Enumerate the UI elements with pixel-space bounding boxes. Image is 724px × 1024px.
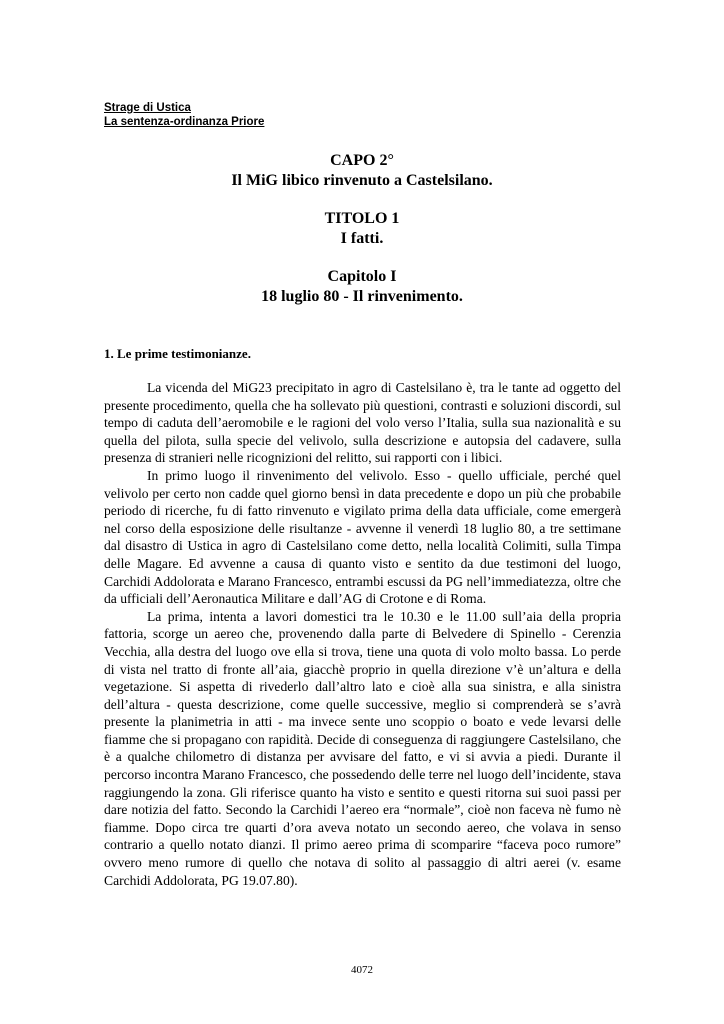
capitolo-label: Capitolo I: [327, 268, 397, 285]
paragraph: La vicenda del MiG23 precipitato in agro di Castelsilano è, tra le tante ad oggetto del presente procedimento, quella che ha sollevato più questioni, contrasti e soluzioni discordi, sul tempo di caduta dell’aeromobile e le ragioni del volo verso l’Italia, sulla sua nazionalità e su quella del pilota, sulla specie del velivolo, sulla descrizione e autopsia del cadavere, sulla presenza di stranieri nelle ricognizioni del relitto, sui rapporti con i libici.: [104, 380, 621, 466]
page-number: 4072: [351, 964, 373, 976]
header-title: Strage di Ustica: [104, 102, 191, 114]
header-subtitle: La sentenza-ordinanza Priore: [104, 116, 265, 128]
paragraph: In primo luogo il rinvenimento del velivolo. Esso - quello ufficiale, perché quel velivolo per certo non cadde quel giorno bensì in data precedente e dopo un più che probabile periodo di ricerche, fu di fatto rinvenuto e vigilato prima della data ufficiale, come emergerà nel corso della esposizione delle risultanze - avvenne il venerdì 18 luglio 80, a tre settimane dal disastro di Ustica in agro di Castelsilano come detto, nella località Colimiti, sulla Timpa delle Magare. Ed avvenne a causa di quanto visto e sentito da due testimoni del luogo, Carchidi Addolorata e Marano Francesco, entrambi escussi da PG nell’immediatezza, oltre che da ufficiali dell’Aeronautica Militare e dall’AG di Crotone e di Roma.: [104, 467, 621, 607]
capo-heading: [104, 151, 620, 191]
running-header: [104, 101, 264, 129]
paragraph: La prima, intenta a lavori domestici tra le 10.30 e le 11.00 sull’aia della propria fattoria, scorge un aereo che, provenendo dalla parte di Belvedere di Spinello - Cerenzia Vecchia, alla destra del luogo ove ella si trova, tiene una quota di volo molto bassa. Lo perde di vista nel tratto di fronte all’aia, giacchè proprio in quella direzione v’è un’altura e della vegetazione. Si aspetta di rivederlo dall’altro lato e cioè alla sua sinistra, e alla sinistra dell’altura - questa descrizione, come quelle successive, meglio si comprenderà se s’avrà presente la planimetria in atti - ma invece sente uno scoppio o boato e vede levarsi delle fiamme che si propagano con rapidità. Decide di conseguenza di raggiungere Castelsilano, che è a qualche chilometro di distanza per avvisare del fatto, e vi si avvia a piedi. Durante il percorso incontra Marano Francesco, che possedendo delle terre nel luogo dell’incidente, stava raggiungendo la zona. Gli riferisce quanto ha visto e sentito e questi ritorna sui suoi passi per dare notizia del fatto. Secondo la Carchidi l’aereo era “normale”, cioè non faceva nè fumo nè fiamme. Dopo circa tre quarti d’ora aveva notato un secondo aereo, che volava in senso contrario a quello notato dianzi. Il primo aereo prima di scomparire “faceva poco rumore” ovvero meno rumore di quello che notava di solito al passaggio di altri aerei (v. esame Carchidi Addolorata, PG 19.07.80).: [104, 608, 621, 888]
body-text: [104, 379, 621, 889]
chapter-headings: [104, 151, 620, 325]
capo-label: CAPO 2°: [330, 152, 394, 169]
capo-title: Il MiG libico rinvenuto a Castelsilano.: [231, 172, 493, 189]
section-title: 1. Le prime testimonianze.: [104, 346, 251, 361]
capitolo-title: 18 luglio 80 - Il rinvenimento.: [261, 288, 463, 305]
titolo-title: I fatti.: [340, 230, 384, 247]
capitolo-heading: [104, 267, 620, 307]
titolo-heading: [104, 209, 620, 249]
titolo-label: TITOLO 1: [324, 210, 400, 227]
